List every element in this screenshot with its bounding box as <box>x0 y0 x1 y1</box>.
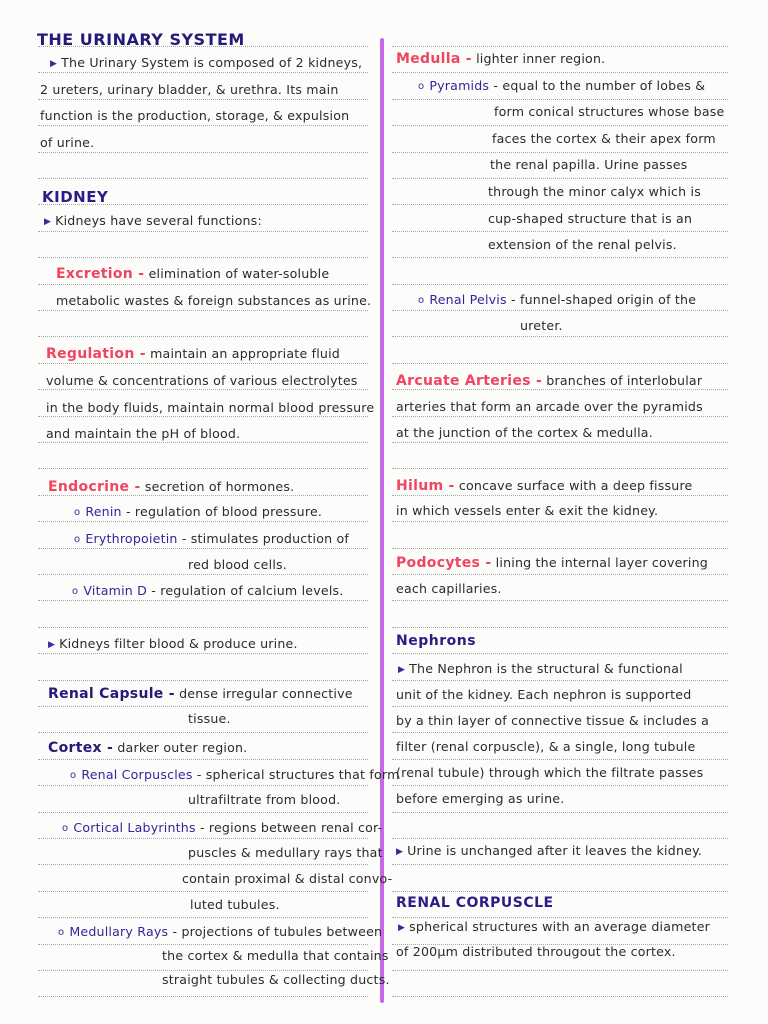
circle-bullet-icon: o <box>72 586 79 597</box>
regulation-line-4: and maintain the pH of blood. <box>46 426 241 441</box>
rays-term: Medullary Rays <box>69 924 169 939</box>
renal-capsule-term: Renal Capsule - <box>48 686 175 702</box>
circle-bullet-icon: o <box>62 823 69 834</box>
triangle-bullet-icon: ▶ <box>396 847 404 857</box>
ruled-line-right <box>392 521 728 522</box>
pyramids-line-4: the renal papilla. Urine passes <box>490 157 688 172</box>
ruled-line-left <box>38 416 368 417</box>
ruled-line-right <box>392 996 728 997</box>
urine-unchanged-text: Urine is unchanged after it leaves the kidney. <box>407 843 703 858</box>
ruled-line-right <box>392 812 728 813</box>
labyrinths-line-2: puscles & medullary rays that <box>188 845 383 860</box>
ruled-line-left <box>38 284 368 285</box>
regulation-line-1 <box>46 346 340 362</box>
pelvis-desc-1: - funnel-shaped origin of the <box>511 292 697 307</box>
ruled-line-left <box>38 706 368 707</box>
ruled-line-right <box>392 759 728 760</box>
ruled-line-left <box>38 468 368 469</box>
renal-corpuscle-heading: RENAL CORPUSCLE <box>396 895 554 911</box>
ruled-line-right <box>392 152 728 153</box>
ruled-line-left <box>38 732 368 733</box>
excretion-desc-1: elimination of water-soluble <box>148 266 330 281</box>
nephrons-line-2: unit of the kidney. Each nephron is supported <box>396 687 692 702</box>
ruled-line-left <box>38 680 368 681</box>
ruled-line-right <box>392 468 728 469</box>
ruled-line-left <box>38 442 368 443</box>
nephrons-text-1: The Nephron is the structural & functional <box>409 661 683 676</box>
ruled-line-right <box>392 231 728 232</box>
epo-term: Erythropoietin <box>85 531 178 546</box>
renal-corpuscle-line-1 <box>398 919 710 937</box>
intro-line-1 <box>50 55 362 73</box>
ruled-line-right <box>392 653 728 654</box>
arcuate-desc-1: branches of interlobular <box>546 373 703 388</box>
kidney-heading: KIDNEY <box>42 188 109 206</box>
vitd-line <box>72 583 343 601</box>
rays-line-2: the cortex & medulla that contains <box>162 948 389 963</box>
ruled-line-right <box>392 574 728 575</box>
ruled-line-right <box>392 495 728 496</box>
ruled-line-left <box>38 891 368 892</box>
ruled-line-right <box>392 548 728 549</box>
ruled-line-left <box>38 257 368 258</box>
vitd-desc: - regulation of calcium levels. <box>151 583 344 598</box>
epo-desc-1: - stimulates production of <box>181 531 350 546</box>
circle-bullet-icon: o <box>74 507 81 518</box>
circle-bullet-icon: o <box>418 295 425 306</box>
ruled-line-left <box>38 125 368 126</box>
ruled-line-right <box>392 310 728 311</box>
cortex-term: Cortex - <box>48 740 114 756</box>
ruled-line-left <box>38 99 368 100</box>
kidneys-filter-line <box>48 636 298 654</box>
ruled-line-left <box>38 574 368 575</box>
ruled-line-left <box>38 363 368 364</box>
pyramids-line-1 <box>418 78 705 96</box>
nephrons-line-1 <box>398 661 683 679</box>
urine-unchanged-line <box>396 843 702 861</box>
labyrinths-line-4: luted tubules. <box>190 897 280 912</box>
ruled-line-right <box>392 917 728 918</box>
page-title: THE URINARY SYSTEM <box>37 30 245 49</box>
nephrons-line-5: (renal tubule) through which the filtrate passes <box>396 765 704 780</box>
endocrine-desc: secretion of hormones. <box>144 479 295 494</box>
ruled-line-right <box>392 627 728 628</box>
pyramids-line-2: form conical structures whose base <box>494 104 725 119</box>
podocytes-line-1 <box>396 555 708 571</box>
ruled-line-right <box>392 785 728 786</box>
intro-text-1: The Urinary System is composed of 2 kidneys, <box>61 55 363 70</box>
regulation-desc-1: maintain an appropriate fluid <box>150 346 340 361</box>
ruled-line-right <box>392 72 728 73</box>
ruled-line-left <box>38 389 368 390</box>
corpuscles-line-1 <box>70 767 400 785</box>
renal-corpuscle-text-1: spherical structures with an average diameter <box>409 919 711 934</box>
hilum-line-1 <box>396 478 693 494</box>
ruled-line-right <box>392 416 728 417</box>
nephrons-heading: Nephrons <box>396 633 477 649</box>
circle-bullet-icon: o <box>418 81 425 92</box>
intro-line-3: function is the production, storage, & expulsion <box>40 108 350 123</box>
ruled-line-left <box>38 944 368 945</box>
pyramids-line-6: cup-shaped structure that is an <box>488 211 693 226</box>
regulation-line-3: in the body fluids, maintain normal blood pressure <box>46 400 375 415</box>
ruled-line-right <box>392 732 728 733</box>
ruled-line-left <box>38 785 368 786</box>
ruled-line-right <box>392 600 728 601</box>
epo-line-2: red blood cells. <box>188 557 287 572</box>
ruled-line-left <box>38 231 368 232</box>
intro-line-2: 2 ureters, urinary bladder, & urethra. Its main <box>40 82 339 97</box>
arcuate-line-1 <box>396 373 702 389</box>
medulla-desc: lighter inner region. <box>476 51 606 66</box>
triangle-bullet-icon: ▶ <box>48 640 56 650</box>
hilum-term: Hilum - <box>396 478 455 494</box>
pyramids-term: Pyramids <box>429 78 490 93</box>
pelvis-line-1 <box>418 292 696 310</box>
medulla-term: Medulla - <box>396 51 472 67</box>
pelvis-term: Renal Pelvis <box>429 292 507 307</box>
ruled-line-left <box>38 864 368 865</box>
kidney-intro-text: Kidneys have several functions: <box>55 213 262 228</box>
excretion-line-1 <box>56 266 329 282</box>
renal-corpuscle-line-2: of 200μm distributed througout the cortex. <box>396 944 676 959</box>
podocytes-line-2: each capillaries. <box>396 581 502 596</box>
circle-bullet-icon: o <box>70 770 77 781</box>
renin-line <box>74 504 322 522</box>
renin-desc: - regulation of blood pressure. <box>125 504 323 519</box>
ruled-line-left <box>38 178 368 179</box>
hilum-line-2: in which vessels enter & exit the kidney. <box>396 503 659 518</box>
pelvis-line-2: ureter. <box>520 318 563 333</box>
ruled-line-left <box>38 996 368 997</box>
ruled-line-left <box>38 812 368 813</box>
circle-bullet-icon: o <box>74 534 81 545</box>
endocrine-term: Endocrine - <box>48 479 141 495</box>
renal-capsule-desc-1: dense irregular connective <box>179 686 353 701</box>
ruled-line-right <box>392 204 728 205</box>
ruled-line-right <box>392 99 728 100</box>
podocytes-desc-1: lining the internal layer covering <box>495 555 709 570</box>
triangle-bullet-icon: ▶ <box>50 59 58 69</box>
hilum-desc-1: concave surface with a deep fissure <box>458 478 693 493</box>
ruled-line-left <box>38 336 368 337</box>
regulation-line-2: volume & concentrations of various electrolytes <box>46 373 358 388</box>
nephrons-line-4: filter (renal corpuscle), & a single, long tubule <box>396 739 696 754</box>
arcuate-line-2: arteries that form an arcade over the pyramids <box>396 399 703 414</box>
renal-capsule-line-2: tissue. <box>188 711 231 726</box>
ruled-line-right <box>392 336 728 337</box>
corpuscles-line-2: ultrafiltrate from blood. <box>188 792 341 807</box>
ruled-line-left <box>38 310 368 311</box>
vitd-term: Vitamin D <box>83 583 148 598</box>
renal-capsule-line-1 <box>48 686 353 702</box>
labyrinths-desc-1: - regions between renal cor- <box>199 820 383 835</box>
ruled-line-right <box>392 284 728 285</box>
corpuscles-term: Renal Corpuscles <box>81 767 193 782</box>
nephrons-line-3: by a thin layer of connective tissue & includes a <box>396 713 710 728</box>
ruled-line-right <box>392 442 728 443</box>
renin-term: Renin <box>85 504 122 519</box>
regulation-term: Regulation - <box>46 346 146 362</box>
arcuate-term: Arcuate Arteries - <box>396 373 543 389</box>
ruled-line-right <box>392 838 728 839</box>
rays-desc-1: - projections of tubules between <box>172 924 383 939</box>
ruled-line-left <box>38 838 368 839</box>
pyramids-line-7: extension of the renal pelvis. <box>488 237 677 252</box>
ruled-line-right <box>392 680 728 681</box>
labyrinths-line-1 <box>62 820 382 838</box>
ruled-line-left <box>38 759 368 760</box>
pyramids-line-5: through the minor calyx which is <box>488 184 701 199</box>
ruled-line-left <box>38 970 368 971</box>
kidneys-filter-text: Kidneys filter blood & produce urine. <box>59 636 298 651</box>
medulla-line <box>396 51 605 67</box>
triangle-bullet-icon: ▶ <box>398 923 406 933</box>
pyramids-line-3: faces the cortex & their apex form <box>492 131 716 146</box>
ruled-line-right <box>392 389 728 390</box>
circle-bullet-icon: o <box>58 927 65 938</box>
ruled-line-left <box>38 627 368 628</box>
ruled-line-left <box>38 152 368 153</box>
pyramids-desc-1: - equal to the number of lobes & <box>493 78 706 93</box>
ruled-line-right <box>392 970 728 971</box>
arcuate-line-3: at the junction of the cortex & medulla. <box>396 425 653 440</box>
ruled-line-left <box>38 917 368 918</box>
nephrons-line-6: before emerging as urine. <box>396 791 565 806</box>
excretion-line-2: metabolic wastes & foreign substances as urine. <box>56 293 372 308</box>
triangle-bullet-icon: ▶ <box>44 217 52 227</box>
intro-line-4: of urine. <box>40 135 95 150</box>
corpuscles-desc-1: - spherical structures that form <box>196 767 400 782</box>
rays-line-1 <box>58 924 382 942</box>
cortex-line <box>48 740 247 756</box>
ruled-line-right <box>392 257 728 258</box>
ruled-line-right <box>392 706 728 707</box>
ruled-line-left <box>38 495 368 496</box>
cortex-desc: darker outer region. <box>117 740 248 755</box>
triangle-bullet-icon: ▶ <box>398 665 406 675</box>
labyrinths-term: Cortical Labyrinths <box>73 820 196 835</box>
ruled-line-right <box>392 864 728 865</box>
rays-line-3: straight tubules & collecting ducts. <box>162 972 390 987</box>
labyrinths-line-3: contain proximal & distal convo- <box>182 871 393 886</box>
epo-line-1 <box>74 531 349 549</box>
ruled-line-right <box>392 125 728 126</box>
endocrine-line-1 <box>48 479 294 495</box>
kidney-intro <box>44 213 262 231</box>
podocytes-term: Podocytes - <box>396 555 492 571</box>
ruled-line-right <box>392 891 728 892</box>
ruled-line-right <box>392 46 728 47</box>
excretion-term: Excretion - <box>56 266 145 282</box>
ruled-line-right <box>392 363 728 364</box>
ruled-line-right <box>392 178 728 179</box>
